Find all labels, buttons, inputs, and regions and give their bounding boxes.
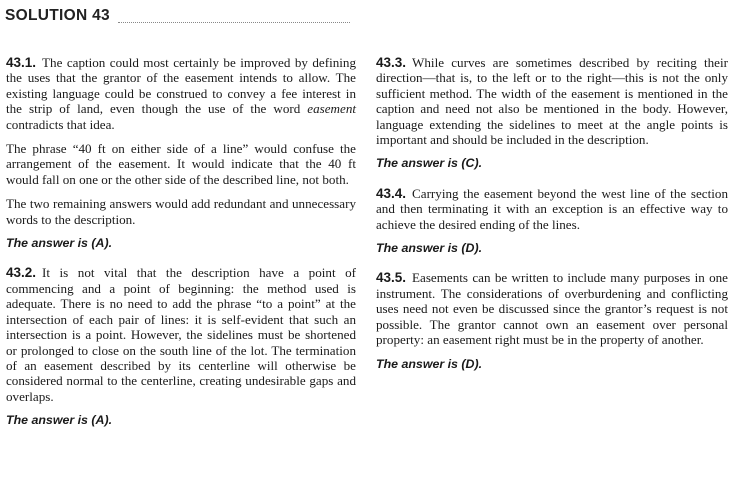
solution-number: 43.2. <box>6 265 37 281</box>
paragraph-text: The caption could most certainly be improved by defining the uses that the grantor of the easement intends to allow. The existing language could be construed to convey a fee interest in the strip of land, even though the use of the word <box>6 55 356 117</box>
solution-number: 43.3. <box>376 55 407 70</box>
solution-43-1-paragraph-2: The phrase “40 ft on either side of a line” would confuse the arrangement of the easement. It would indicate that the 40 ft would fall on one or the other side of the described line, not both. <box>6 141 356 187</box>
page-title: SOLUTION 43 <box>5 7 110 24</box>
paragraph-text: It is not vital that the description have a point of commencing and a point of beginning: the method used is adequate. There is no need to add the phrase “to a point” at the intersection of each pair of lines: it is self-evident that such an intersection is a point. However, the sidelines must be shortened or prolonged to close on the south line of the lot. The termination of an easement described by its centerline will otherwise be considered normal to the centerline, creating undesirable gaps and overlaps. <box>6 265 356 404</box>
solution-43-1-paragraph-1 <box>6 55 356 132</box>
paragraph-text: Carrying the easement beyond the west line of the section and then terminating it with an exception is an effective way to achieve the desired ending of the lines. <box>376 185 728 232</box>
solution-43-4-paragraph-1 <box>376 186 728 232</box>
solution-43-5-paragraph-1 <box>376 270 728 347</box>
paragraph-text: contradicts that idea. <box>6 116 115 132</box>
dotted-leader-rule <box>118 22 350 23</box>
solution-43-3-paragraph-1 <box>376 55 728 147</box>
left-column <box>6 55 356 443</box>
solution-heading <box>5 4 350 26</box>
solution-43-1-paragraph-3: The two remaining answers would add redundant and unnecessary words to the description. <box>6 196 356 227</box>
paragraph-text: Easements can be written to include many purposes in one instrument. The considerations of overburdening and conflicting uses need not even be discussed since the grantor’s request is not possible. The grantor cannot own an easement over personal property: an easement right must be in the property of another. <box>376 270 728 348</box>
emphasized-word: easement <box>307 101 356 117</box>
solution-number: 43.4. <box>376 185 407 201</box>
answer-43-4: The answer is (D). <box>376 241 483 256</box>
solution-number: 43.1. <box>6 55 37 70</box>
paragraph-text: While curves are sometimes described by reciting their direction—that is, to the left or to the right—this is not the only sufficient method. The width of the easement is mentioned in the caption and need not also be mentioned in the body. However, language extending the sidelines to meet at the angle points is important and should be included in the description. <box>376 55 728 148</box>
answer-43-2: The answer is (A). <box>6 413 113 428</box>
answer-43-5: The answer is (D). <box>376 356 483 371</box>
solution-43-2-paragraph-1 <box>6 265 356 404</box>
answer-43-1: The answer is (A). <box>6 236 113 251</box>
right-column <box>376 55 728 386</box>
answer-43-3: The answer is (C). <box>376 156 483 171</box>
solution-number: 43.5. <box>376 270 407 286</box>
